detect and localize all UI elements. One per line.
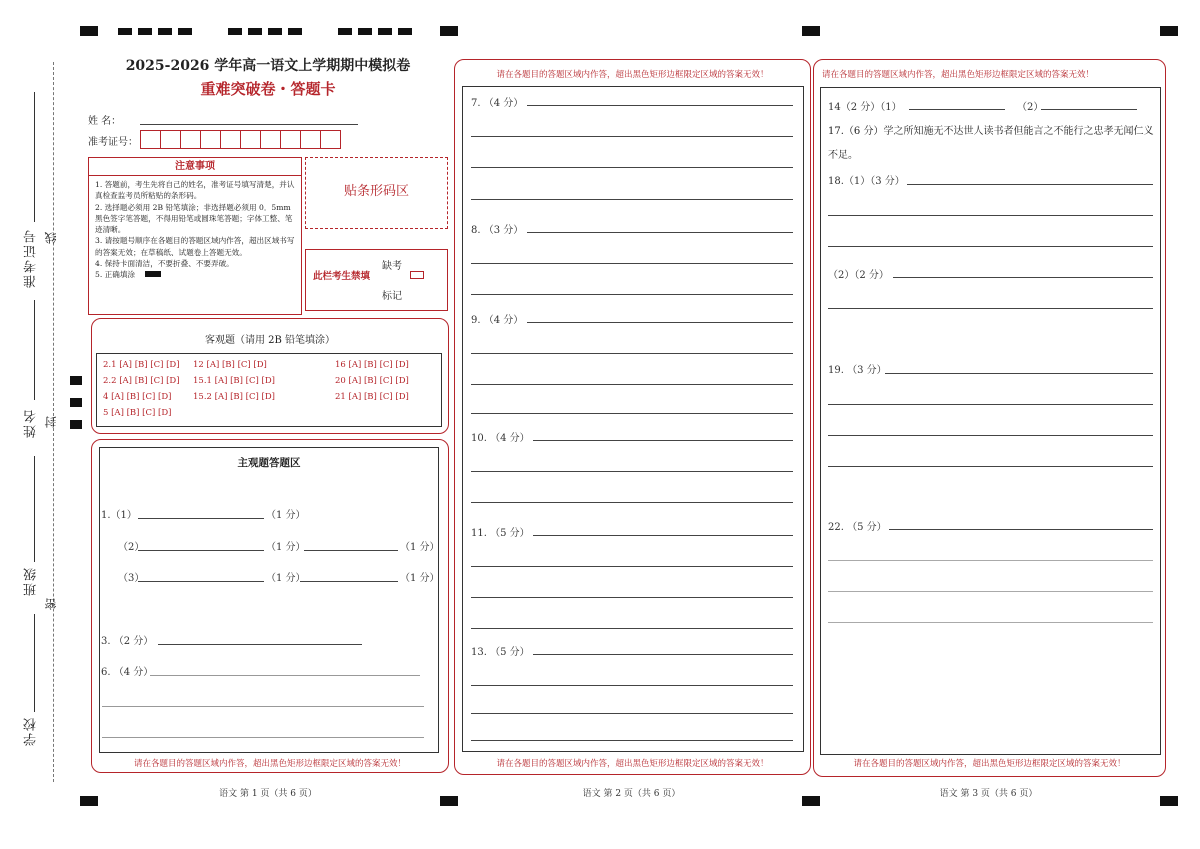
choice-row[interactable]: 20 [A] [B] [C] [D]: [335, 376, 409, 386]
subjective-frame: [99, 447, 439, 753]
answer-line[interactable]: [102, 737, 424, 738]
question-label: 6. （4 分）: [101, 667, 154, 678]
answer-line[interactable]: [885, 373, 1153, 374]
answer-line[interactable]: [471, 471, 793, 472]
answer-line[interactable]: [158, 644, 362, 645]
side-school-label: 学校: [24, 716, 39, 746]
question-label: （3）: [118, 573, 145, 584]
answer-line[interactable]: [471, 136, 793, 137]
boundary-warning: 请在各题目的答题区域内作答，超出黑色矩形边框限定区域的答案无效！: [496, 759, 769, 769]
answer-line[interactable]: [471, 353, 793, 354]
answer-line[interactable]: [889, 529, 1153, 530]
choice-row[interactable]: 15.1 [A] [B] [C] [D]: [193, 376, 275, 386]
name-label: 姓 名：: [88, 116, 122, 127]
answer-line[interactable]: [300, 581, 398, 582]
side-school-line: [34, 614, 35, 712]
side-class-line: [34, 456, 35, 562]
question-label: 1.（1）: [101, 510, 137, 521]
answer-line[interactable]: [828, 622, 1153, 623]
subjective-title: 主观题答题区: [237, 457, 301, 469]
page-footer: 语文 第 1 页（共 6 页）: [219, 789, 317, 799]
page2-section: [454, 59, 811, 775]
boundary-warning: 请在各题目的答题区域内作答，超出黑色矩形边框限定区域的答案无效！: [822, 70, 1095, 80]
answer-line[interactable]: [471, 263, 793, 264]
choice-row[interactable]: 21 [A] [B] [C] [D]: [335, 392, 409, 402]
seal-line-label: 线: [44, 230, 58, 244]
question-label: 3. （2 分）: [101, 636, 154, 647]
score-label: （1 分）: [400, 542, 440, 553]
objective-title: 客观题（请用 2B 铅笔填涂）: [204, 335, 336, 346]
page3-frame: [820, 87, 1161, 755]
answer-line[interactable]: [138, 518, 264, 519]
score-label: （1 分）: [266, 573, 306, 584]
choice-row[interactable]: 16 [A] [B] [C] [D]: [335, 360, 409, 370]
answer-line[interactable]: [828, 246, 1153, 247]
answer-line[interactable]: [828, 591, 1153, 592]
absent-bottom-label: 标记: [382, 291, 402, 302]
answer-line[interactable]: [828, 215, 1153, 216]
absent-forbidden-label: 此栏考生禁填: [313, 271, 371, 282]
answer-line[interactable]: [138, 550, 264, 551]
name-field[interactable]: [140, 124, 358, 125]
filled-example-mark: [145, 271, 161, 277]
answer-line[interactable]: [533, 654, 793, 655]
page2-frame: [462, 86, 804, 752]
choice-row[interactable]: 12 [A] [B] [C] [D]: [193, 360, 267, 370]
exam-id-label: 准考证号：: [88, 137, 138, 148]
answer-line[interactable]: [909, 109, 1005, 110]
answer-line[interactable]: [304, 550, 398, 551]
choice-row[interactable]: 15.2 [A] [B] [C] [D]: [193, 392, 275, 402]
objective-grid: [96, 353, 442, 427]
note-item: 1. 答题前，考生先将自己的姓名，准考证号填写清楚，并认真检查监考员所粘贴的条形码。: [95, 180, 295, 201]
answer-line[interactable]: [828, 466, 1153, 467]
side-name-line: [34, 300, 35, 400]
side-class-label: 班级: [24, 566, 39, 596]
page3-section: [813, 59, 1166, 777]
answer-line[interactable]: [828, 435, 1153, 436]
page-footer: 语文 第 3 页（共 6 页）: [939, 789, 1038, 799]
question-label: 13. （5 分）: [471, 647, 530, 658]
page-title: 2025-2026 学年高一语文上学期期中模拟卷: [125, 58, 411, 74]
choice-row[interactable]: 5 [A] [B] [C] [D]: [103, 408, 172, 418]
note-item: 2. 选择题必须用 2B 铅笔填涂；非选择题必须用 0．5mm 黑色签字笔答题，不得用铅笔或圆珠笔答题；字体工整、笔迹清晰。: [95, 202, 293, 235]
answer-line[interactable]: [471, 413, 793, 414]
answer-line[interactable]: [471, 294, 793, 295]
answer-line[interactable]: [1041, 109, 1137, 110]
side-exam-id-label: 准考证号: [24, 228, 39, 288]
answer-line[interactable]: [471, 597, 793, 598]
question-label: （2）（2 分）: [828, 270, 889, 281]
answer-line[interactable]: [907, 184, 1153, 185]
absent-top-label: 缺考: [382, 261, 402, 272]
answer-line[interactable]: [471, 384, 793, 385]
answer-line[interactable]: [471, 199, 793, 200]
absent-mark-box[interactable]: [410, 271, 424, 279]
answer-line[interactable]: [138, 581, 264, 582]
subjective-section: [91, 439, 449, 773]
answer-line[interactable]: [102, 706, 424, 707]
choice-row[interactable]: 2.1 [A] [B] [C] [D]: [103, 360, 180, 370]
answer-line[interactable]: [828, 308, 1153, 309]
question-label: 19. （3 分）: [828, 365, 887, 376]
score-label: （1 分）: [400, 573, 440, 584]
seal-secret-label: 密: [44, 596, 58, 610]
answer-line[interactable]: [527, 232, 793, 233]
question-label: 18.（1）（3 分）: [828, 176, 905, 187]
absent-box: [305, 249, 448, 311]
boundary-warning: 请在各题目的答题区域内作答，超出黑色矩形边框限定区域的答案无效！: [496, 70, 769, 80]
choice-row[interactable]: 2.2 [A] [B] [C] [D]: [103, 376, 180, 386]
question-label: 7. （4 分）: [471, 98, 524, 109]
note-item: 5. 正确填涂: [95, 270, 136, 280]
page-footer: 语文 第 2 页（共 6 页）: [582, 789, 681, 799]
answer-line[interactable]: [471, 628, 793, 629]
question-label: 9. （4 分）: [471, 315, 524, 326]
objective-section: [91, 318, 449, 434]
answer-line[interactable]: [533, 440, 793, 441]
boundary-warning: 请在各题目的答题区域内作答，超出黑色矩形边框限定区域的答案无效！: [133, 759, 406, 769]
notes-box: [88, 157, 302, 315]
side-name-label: 姓名: [24, 408, 39, 438]
answer-line[interactable]: [471, 685, 793, 686]
answer-line[interactable]: [828, 560, 1153, 561]
notes-title: 注意事项: [89, 158, 301, 176]
exam-id-boxes[interactable]: [140, 130, 341, 149]
question-label: （2）: [118, 542, 145, 553]
answer-line[interactable]: [828, 404, 1153, 405]
answer-line[interactable]: [471, 167, 793, 168]
question-17-text: 17.（6 分）学之所知施无不达世人读书者但能言之不能行之忠孝无闻仁义不足。: [828, 126, 1154, 161]
note-item: 3. 请按题号顺序在各题目的答题区域内作答，超出区域书写的答案无效；在草稿纸、试题卷上答题无效。: [95, 236, 295, 257]
answer-line[interactable]: [527, 105, 793, 106]
note-item: 4. 保持卡面清洁，不要折叠、不要弄破。: [95, 259, 234, 269]
question-label: 11. （5 分）: [471, 528, 530, 539]
question-label: 10. （4 分）: [471, 433, 530, 444]
score-label: （1 分）: [266, 542, 306, 553]
question-label: 8. （3 分）: [471, 225, 524, 236]
answer-line[interactable]: [533, 535, 793, 536]
answer-line[interactable]: [527, 322, 793, 323]
barcode-label: 贴条形码区: [343, 184, 409, 199]
choice-row[interactable]: 4 [A] [B] [C] [D]: [103, 392, 172, 402]
question-label: 14（2 分）（1）: [828, 102, 902, 113]
page-subtitle: 重难突破卷・答题卡: [200, 80, 336, 98]
seal-seal-label: 封: [44, 414, 58, 428]
answer-line[interactable]: [471, 740, 793, 741]
barcode-area: [305, 157, 448, 229]
score-label: （1 分）: [266, 510, 306, 521]
answer-line[interactable]: [893, 277, 1153, 278]
answer-line[interactable]: [471, 713, 793, 714]
question-label: 22. （5 分）: [828, 522, 887, 533]
answer-line[interactable]: [471, 566, 793, 567]
boundary-warning: 请在各题目的答题区域内作答，超出黑色矩形边框限定区域的答案无效！: [853, 759, 1126, 769]
answer-line[interactable]: [150, 675, 420, 676]
side-exam-id-line: [34, 92, 35, 222]
answer-line[interactable]: [471, 502, 793, 503]
question-label: （2）: [1017, 102, 1044, 113]
